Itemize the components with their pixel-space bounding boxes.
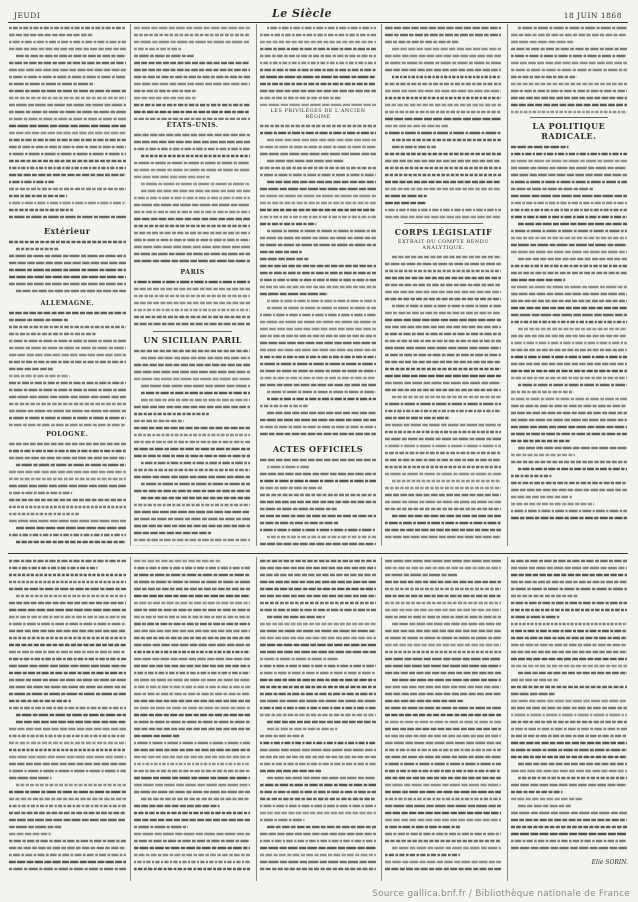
text-block: [384, 253, 502, 543]
feuilleton-column-3: [256, 557, 377, 881]
column-2: [130, 24, 251, 546]
feuilleton-column-5: [507, 557, 628, 881]
heading-etats-unis: ÉTATS-UNIS.: [166, 122, 219, 129]
author-signature: Elie SORIN.: [591, 859, 629, 866]
text-block: [133, 131, 251, 267]
text-block: [510, 24, 628, 114]
issue-day: JEUDI: [14, 11, 41, 20]
text-block: [259, 456, 377, 546]
text-block: [8, 440, 126, 546]
heading-privileges: LES PRIVILÈGES DE L'ANCIEN RÉGIME: [270, 108, 366, 120]
masthead: [8, 6, 628, 23]
heading-pologne: POLOGNE.: [46, 431, 89, 438]
text-block: [8, 309, 126, 429]
column-3: [256, 24, 377, 546]
text-block: [384, 24, 502, 220]
text-block: [133, 24, 251, 120]
subheading-compte-rendu: EXTRAIT DU COMPTE RENDU ANALYTIQUE.: [397, 239, 489, 251]
column-5: [507, 24, 628, 546]
text-block: [133, 278, 251, 328]
column-1: [8, 24, 126, 546]
text-block: [510, 143, 628, 523]
heading-feuilleton: UN SICILIAN PARIL: [143, 335, 242, 345]
upper-columns: [8, 24, 628, 546]
text-block: [259, 122, 377, 442]
heading-actes-officiels: ACTES OFFICIELS: [272, 444, 364, 454]
text-block: [133, 347, 251, 546]
text-block: [133, 557, 251, 875]
heading-politique-radicale: LA POLITIQUE RADICALE.: [532, 121, 606, 141]
heading-corps-legislatif: CORPS LÉGISLATIF: [394, 227, 493, 237]
issue-date: 18 JUIN 1868: [563, 11, 622, 20]
heading-exterieur: Extérieur: [43, 226, 91, 236]
text-block: [8, 557, 126, 875]
divider: [404, 223, 482, 224]
divider: [153, 331, 231, 332]
text-block: [259, 24, 377, 106]
heading-paris: PARIS: [180, 269, 205, 276]
text-block: [510, 557, 628, 857]
newspaper-page: [8, 6, 628, 886]
heading-allemagne: ALLEMAGNE.: [40, 300, 94, 307]
feuilleton-column-1: [8, 557, 126, 881]
lower-feuilleton-columns: [8, 553, 628, 881]
feuilleton-column-2: [130, 557, 251, 881]
feuilleton-column-4: [381, 557, 502, 881]
text-block: [8, 24, 126, 224]
text-block: [259, 557, 377, 875]
column-4: [381, 24, 502, 546]
source-credit: Source gallica.bnf.fr / Bibliothèque nationale de France: [372, 889, 630, 899]
divider: [530, 117, 608, 118]
text-block: [384, 557, 502, 875]
newspaper-title: Le Siècle: [271, 7, 333, 20]
text-block: [8, 238, 126, 298]
